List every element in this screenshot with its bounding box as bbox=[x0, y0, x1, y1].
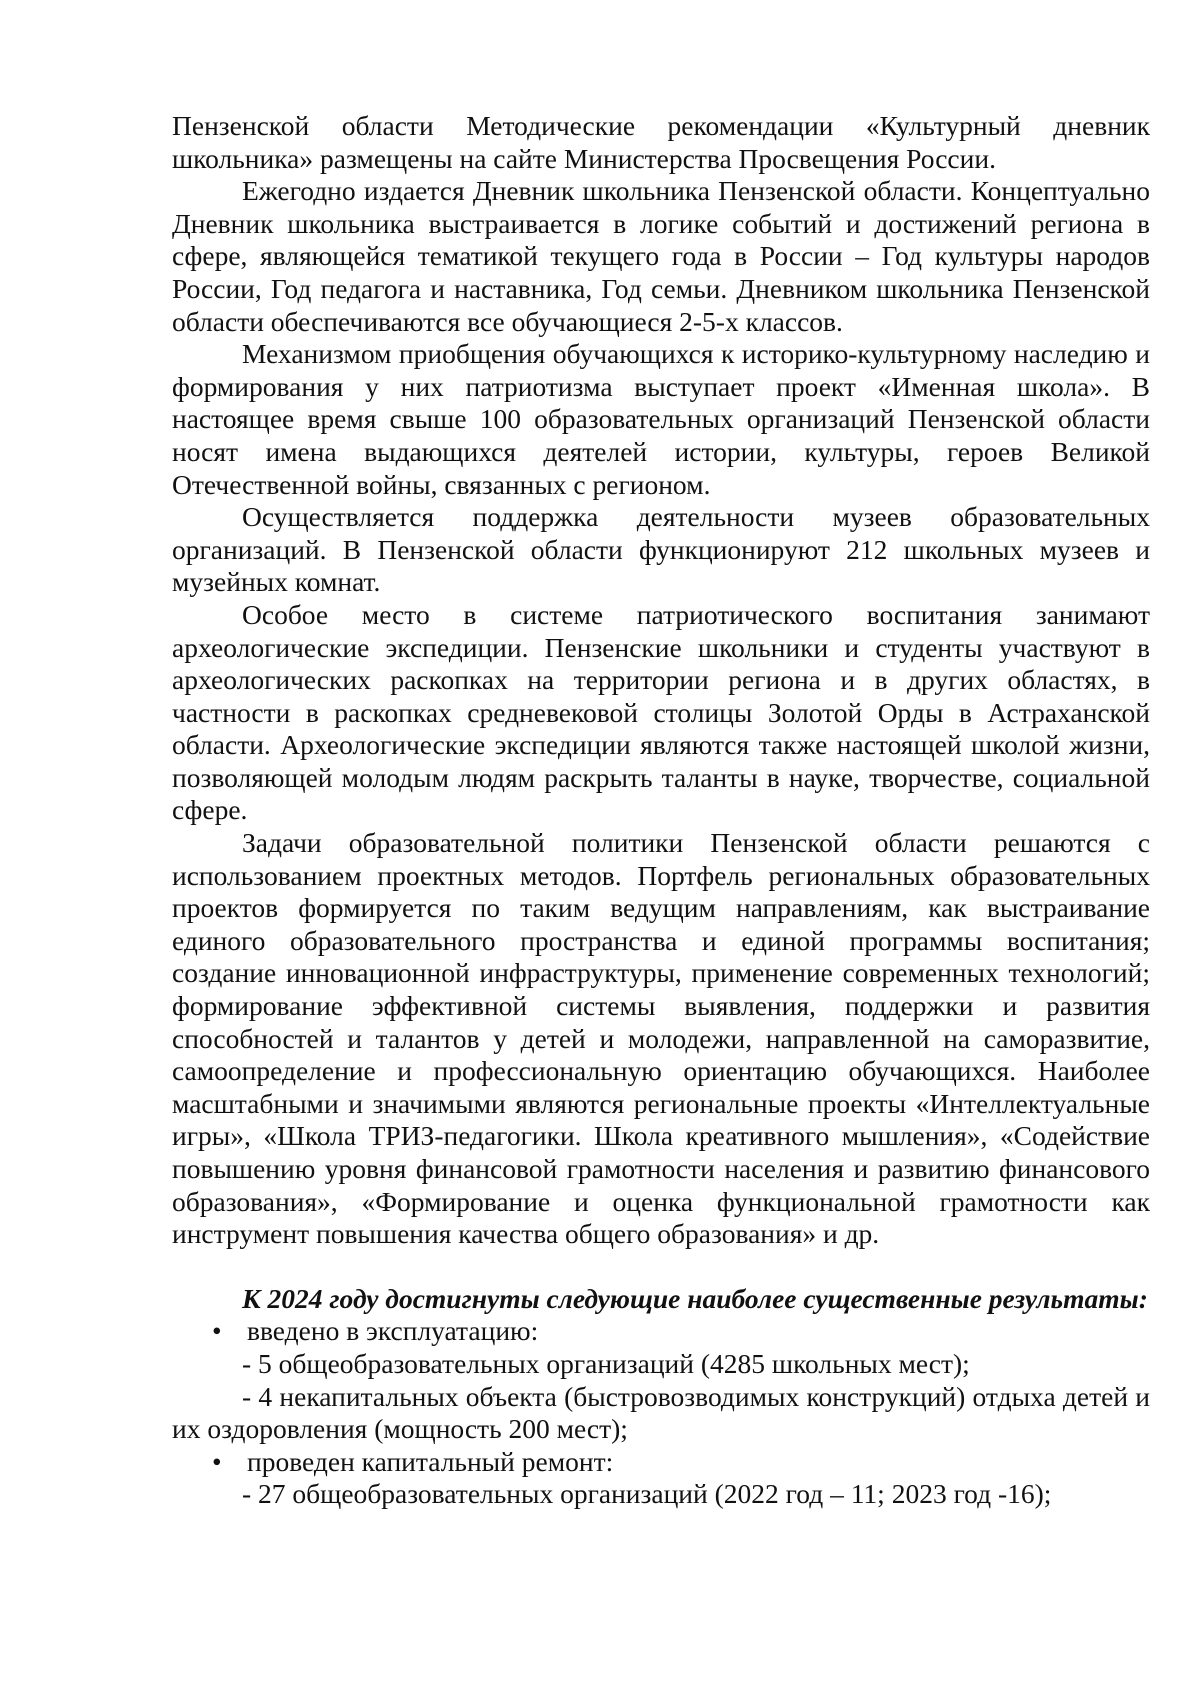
paragraph-projects: Задачи образовательной политики Пензенской области решаются с использованием проектных методов. Портфель региональных образовательных проектов формируется по таким ведущим направлениям, как выстраивание единого образовательного пространства и единой программы воспитания; создание инновационной инфраструктуры, применение современных технологий; формирование эффективной системы выявления, поддержки и развития способностей и талантов у детей и молодежи, направленной на саморазвитие, самоопределение и профессиональную ориентацию обучающихся. Наиболее масштабными и значимыми являются региональные проекты «Интеллектуальные игры», «Школа ТРИЗ-педагогики. Школа креативного мышления», «Содействие повышению уровня финансовой грамотности населения и развитию финансового образования», «Формирование и оценка функциональной грамотности как инструмент повышения качества общего образования» и др. bbox=[172, 827, 1150, 1250]
bullet-icon: • bbox=[212, 1315, 222, 1347]
sub-item: - 4 некапитальных объекта (быстровозводимых конструкций) отдыха детей и их оздоровления (мощность 200 мест); bbox=[172, 1380, 1150, 1445]
bullet-text: проведен капитальный ремонт: bbox=[247, 1445, 614, 1477]
paragraph-archaeology: Особое место в системе патриотического воспитания занимают археологические экспедиции. Пензенские школьники и студенты участвуют в археологических раскопках на территории региона и в других областях, в частности в раскопках средневековой столицы Золотой Орды в Астраханской области. Археологические экспедиции являются также настоящей школой жизни, позволяющей молодым людям раскрыть таланты в науке, творчестве, социальной сфере. bbox=[172, 598, 1150, 826]
bullet-icon: • bbox=[212, 1445, 222, 1477]
list-item bbox=[172, 1315, 1150, 1348]
document-page bbox=[172, 110, 1150, 1511]
bullet-text: введено в эксплуатацию: bbox=[247, 1315, 539, 1347]
paragraph-school-museums: Осуществляется поддержка деятельности музеев образовательных организаций. В Пензенской области функционируют 212 школьных музеев и музейных комнат. bbox=[172, 501, 1150, 598]
paragraph-school-diary: Ежегодно издается Дневник школьника Пензенской области. Концептуально Дневник школьника выстраивается в логике событий и достижений региона в сфере, являющейся тематикой текущего года в России – Год культуры народов России, Год педагога и наставника, Год семьи. Дневником школьника Пензенской области обеспечиваются все обучающиеся 2-5-х классов. bbox=[172, 175, 1150, 337]
sub-item: - 27 общеобразовательных организаций (2022 год – 11; 2023 год -16); bbox=[242, 1478, 1052, 1510]
results-heading: К 2024 году достигнуты следующие наиболее существенные результаты: bbox=[242, 1282, 1148, 1314]
paragraph-continuation: Пензенской области Методические рекомендации «Культурный дневник школьника» размещены на сайте Министерства Просвещения России. bbox=[172, 110, 1150, 174]
paragraph-named-school: Механизмом приобщения обучающихся к историко-культурному наследию и формирования у них патриотизма выступает проект «Именная школа». В настоящее время свыше 100 образовательных организаций Пензенской области носят имена выдающихся деятелей истории, культуры, героев Великой Отечественной войны, связанных с регионом. bbox=[172, 338, 1150, 500]
list-item bbox=[172, 1446, 1150, 1479]
sub-item: - 5 общеобразовательных организаций (4285 школьных мест); bbox=[242, 1347, 970, 1379]
